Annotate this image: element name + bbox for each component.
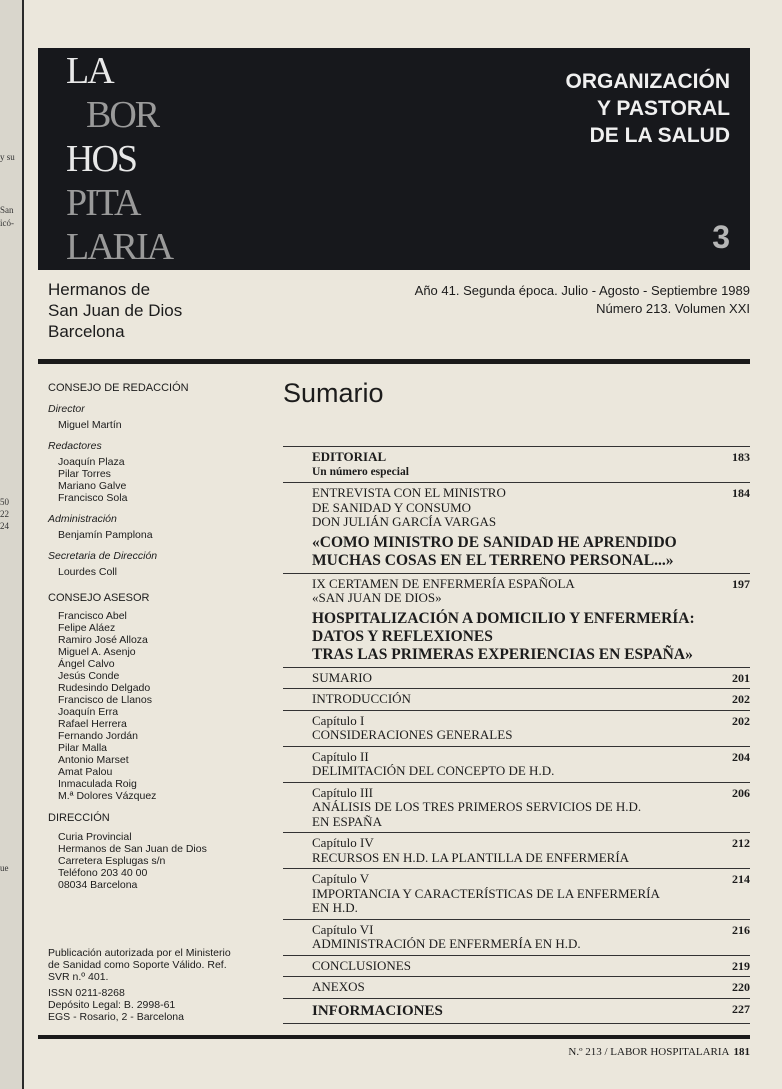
toc-page-number: 227 [732, 1001, 750, 1016]
text-line: Mariano Galve [58, 480, 127, 492]
text-line: Teléfono 203 40 00 [58, 867, 148, 879]
table-of-contents [283, 446, 750, 1024]
toc-page-number: 202 [732, 713, 750, 728]
text-line: Publicación autorizada por el Ministerio [48, 947, 231, 959]
edge-fragment: San [0, 205, 14, 215]
text-line: Rudesindo Delgado [58, 682, 151, 694]
text-line: Joaquín Erra [58, 706, 119, 718]
text-line: Pilar Malla [58, 742, 108, 754]
toc-line: Capítulo I [312, 712, 365, 728]
text-line: Antonio Marset [58, 754, 129, 766]
text-line: Pilar Torres [58, 468, 111, 480]
page-footer [568, 1046, 750, 1058]
text-line: 08034 Barcelona [58, 879, 138, 891]
toc-line: SUMARIO [312, 669, 372, 685]
logo-line: LARIA [66, 226, 173, 268]
article-headline [312, 534, 750, 570]
section-heading: CONSEJO ASESOR [48, 592, 150, 604]
toc-entry [283, 483, 750, 574]
toc-entry [283, 668, 750, 690]
text-line: Jesús Conde [58, 670, 120, 682]
toc-line: ANEXOS [312, 979, 365, 994]
text-line: Lourdes Coll [58, 566, 117, 578]
logo-line: BOR [86, 94, 159, 136]
headline-line: «COMO MINISTRO DE SANIDAD HE APRENDIDO [312, 533, 677, 551]
text-line: EGS - Rosario, 2 - Barcelona [48, 1011, 184, 1023]
role-label: Redactores [48, 440, 102, 452]
toc-entry [283, 869, 750, 920]
edge-fragment: ue [0, 863, 9, 873]
role-label: Secretaria de Dirección [48, 550, 158, 562]
text-line: Francisco Abel [58, 610, 127, 622]
toc-line: Capítulo III [312, 784, 374, 800]
text-line: ISSN 0211-8268 [48, 987, 125, 999]
text-line: Amat Palou [58, 766, 113, 778]
toc-entry [283, 920, 750, 956]
text-line: Carretera Esplugas s/n [58, 855, 166, 867]
toc-line: INFORMACIONES [312, 1002, 443, 1019]
text-line: Hermanos de San Juan de Dios [58, 843, 207, 855]
toc-line: CONSIDERACIONES GENERALES [312, 727, 513, 742]
text-line: Ramiro José Alloza [58, 634, 148, 646]
divider [38, 359, 750, 364]
text-line: Francisco Sola [58, 492, 128, 504]
toc-entry [283, 783, 750, 834]
toc-entry [283, 447, 750, 483]
previous-page-edge [0, 0, 24, 1089]
toc-page-number: 202 [732, 692, 750, 706]
toc-line: Capítulo II [312, 748, 369, 764]
toc-page-number: 214 [732, 872, 750, 886]
toc-entry [283, 747, 750, 783]
text-line: M.ª Dolores Vázquez [58, 790, 157, 802]
masthead [48, 382, 268, 1023]
toc-entry [283, 956, 750, 978]
headline-line: MUCHAS COSAS EN EL TERRENO PERSONAL...» [312, 551, 674, 569]
address [48, 831, 268, 891]
article-headline [312, 610, 750, 664]
toc-line: INTRODUCCIÓN [312, 691, 411, 706]
text-line: SVR n.º 401. [48, 971, 109, 983]
toc-page-number: 197 [732, 576, 750, 591]
publisher [48, 279, 182, 342]
toc-line: ANÁLISIS DE LOS TRES PRIMEROS SERVICIOS DE H.D. [312, 799, 642, 814]
toc-line: DON JULIÁN GARCÍA VARGAS [312, 514, 497, 529]
logo-line: LA [66, 50, 113, 92]
issue-info-line: Número 213. Volumen XXI [596, 301, 750, 316]
logo-line: HOS [66, 138, 137, 180]
subtitle-line: DE LA SALUD [589, 124, 730, 147]
page-number: 181 [733, 1046, 750, 1058]
edge-fragment: icó- [0, 218, 14, 228]
toc-entry [283, 574, 750, 668]
toc-page-number: 219 [732, 958, 750, 973]
edge-fragment: y su [0, 152, 15, 162]
edge-fragment: 24 [0, 521, 9, 531]
toc-page-number: 216 [732, 922, 750, 937]
toc-page-number: 184 [732, 486, 750, 500]
toc-line: Capítulo VI [312, 921, 374, 937]
toc-page-number: 204 [732, 749, 750, 764]
toc-entry [283, 689, 750, 711]
toc-line: CONCLUSIONES [312, 957, 411, 973]
name-list [48, 610, 268, 802]
role-label: Director [48, 403, 85, 415]
section-heading: CONSEJO DE REDACCIÓN [48, 382, 189, 394]
headline-line: TRAS LAS PRIMERAS EXPERIENCIAS EN ESPAÑA» [312, 645, 693, 663]
text-line: Rafael Herrera [58, 718, 127, 730]
section-heading: DIRECCIÓN [48, 812, 110, 824]
journal-logo [66, 49, 172, 269]
logo-line: PITA [66, 182, 140, 224]
text-line: Francisco de Llanos [58, 694, 152, 706]
header-band [38, 48, 750, 270]
text-line: Depósito Legal: B. 2998-61 [48, 999, 176, 1011]
publisher-line: Hermanos de [48, 280, 151, 299]
publication-note [48, 947, 268, 983]
toc-line: «SAN JUAN DE DIOS» [312, 590, 442, 605]
headline-line: DATOS Y REFLEXIONES [312, 627, 493, 645]
toc-page-number: 201 [732, 670, 750, 685]
legal-info [48, 987, 268, 1023]
divider [38, 1035, 750, 1039]
publisher-line: San Juan de Dios [48, 301, 183, 320]
footer-text: N.º 213 / LABOR HOSPITALARIA [568, 1046, 730, 1058]
toc-line: Un número especial [312, 465, 409, 478]
text-line: Fernando Jordán [58, 730, 138, 742]
text-line: Ángel Calvo [58, 658, 115, 670]
toc-page-number: 212 [732, 836, 750, 850]
name-list [48, 529, 268, 541]
toc-entry [283, 977, 750, 999]
toc-line: ENTREVISTA CON EL MINISTRO [312, 485, 506, 500]
page-title: Sumario [283, 378, 384, 408]
text-line: Miguel Martín [58, 419, 122, 431]
toc-line: Capítulo V [312, 871, 370, 886]
journal-subtitle [566, 68, 731, 149]
toc-entry [283, 833, 750, 869]
toc-line: EN ESPAÑA [312, 813, 382, 829]
name-list [48, 419, 268, 431]
toc-line: EN H.D. [312, 900, 358, 915]
text-line: de Sanidad como Soporte Válido. Ref. [48, 959, 227, 971]
edge-fragment: 50 [0, 497, 9, 507]
role-label: Administración [48, 513, 117, 525]
headline-line: HOSPITALIZACIÓN A DOMICILIO Y ENFERMERÍA: [312, 609, 695, 627]
issue-number: 3 [712, 219, 730, 255]
text-line: Joaquín Plaza [58, 456, 125, 468]
toc-line: ADMINISTRACIÓN DE ENFERMERÍA EN H.D. [312, 936, 581, 951]
text-line: Felipe Aláez [58, 622, 116, 634]
toc-line: IX CERTAMEN DE ENFERMERÍA ESPAÑOLA [312, 575, 575, 591]
toc-entry [283, 711, 750, 747]
name-list [48, 566, 268, 578]
issue-info-line: Año 41. Segunda época. Julio - Agosto - Septiembre 1989 [414, 283, 750, 298]
toc-page-number: 206 [732, 785, 750, 800]
toc-page-number: 183 [732, 450, 750, 464]
toc-line: DE SANIDAD Y CONSUMO [312, 499, 472, 515]
toc-entry [283, 999, 750, 1024]
edge-fragment: 22 [0, 509, 9, 519]
toc-page-number: 220 [732, 980, 750, 994]
toc-line: Capítulo IV [312, 835, 374, 850]
name-list [48, 456, 268, 504]
issue-info [415, 282, 750, 318]
text-line: Curia Provincial [58, 831, 132, 843]
publisher-line: Barcelona [48, 322, 125, 341]
toc-line: DELIMITACIÓN DEL CONCEPTO DE H.D. [312, 763, 555, 778]
text-line: Inmaculada Roig [58, 778, 137, 790]
toc-line: EDITORIAL [312, 449, 387, 464]
toc-line: RECURSOS EN H.D. LA PLANTILLA DE ENFERMERÍA [312, 849, 630, 865]
text-line: Miguel A. Asenjo [58, 646, 136, 658]
subtitle-line: Y PASTORAL [596, 97, 730, 120]
toc-line: IMPORTANCIA Y CARACTERÍSTICAS DE LA ENFERMERÍA [312, 885, 660, 901]
text-line: Benjamín Pamplona [58, 529, 153, 541]
subtitle-line: ORGANIZACIÓN [565, 70, 730, 93]
